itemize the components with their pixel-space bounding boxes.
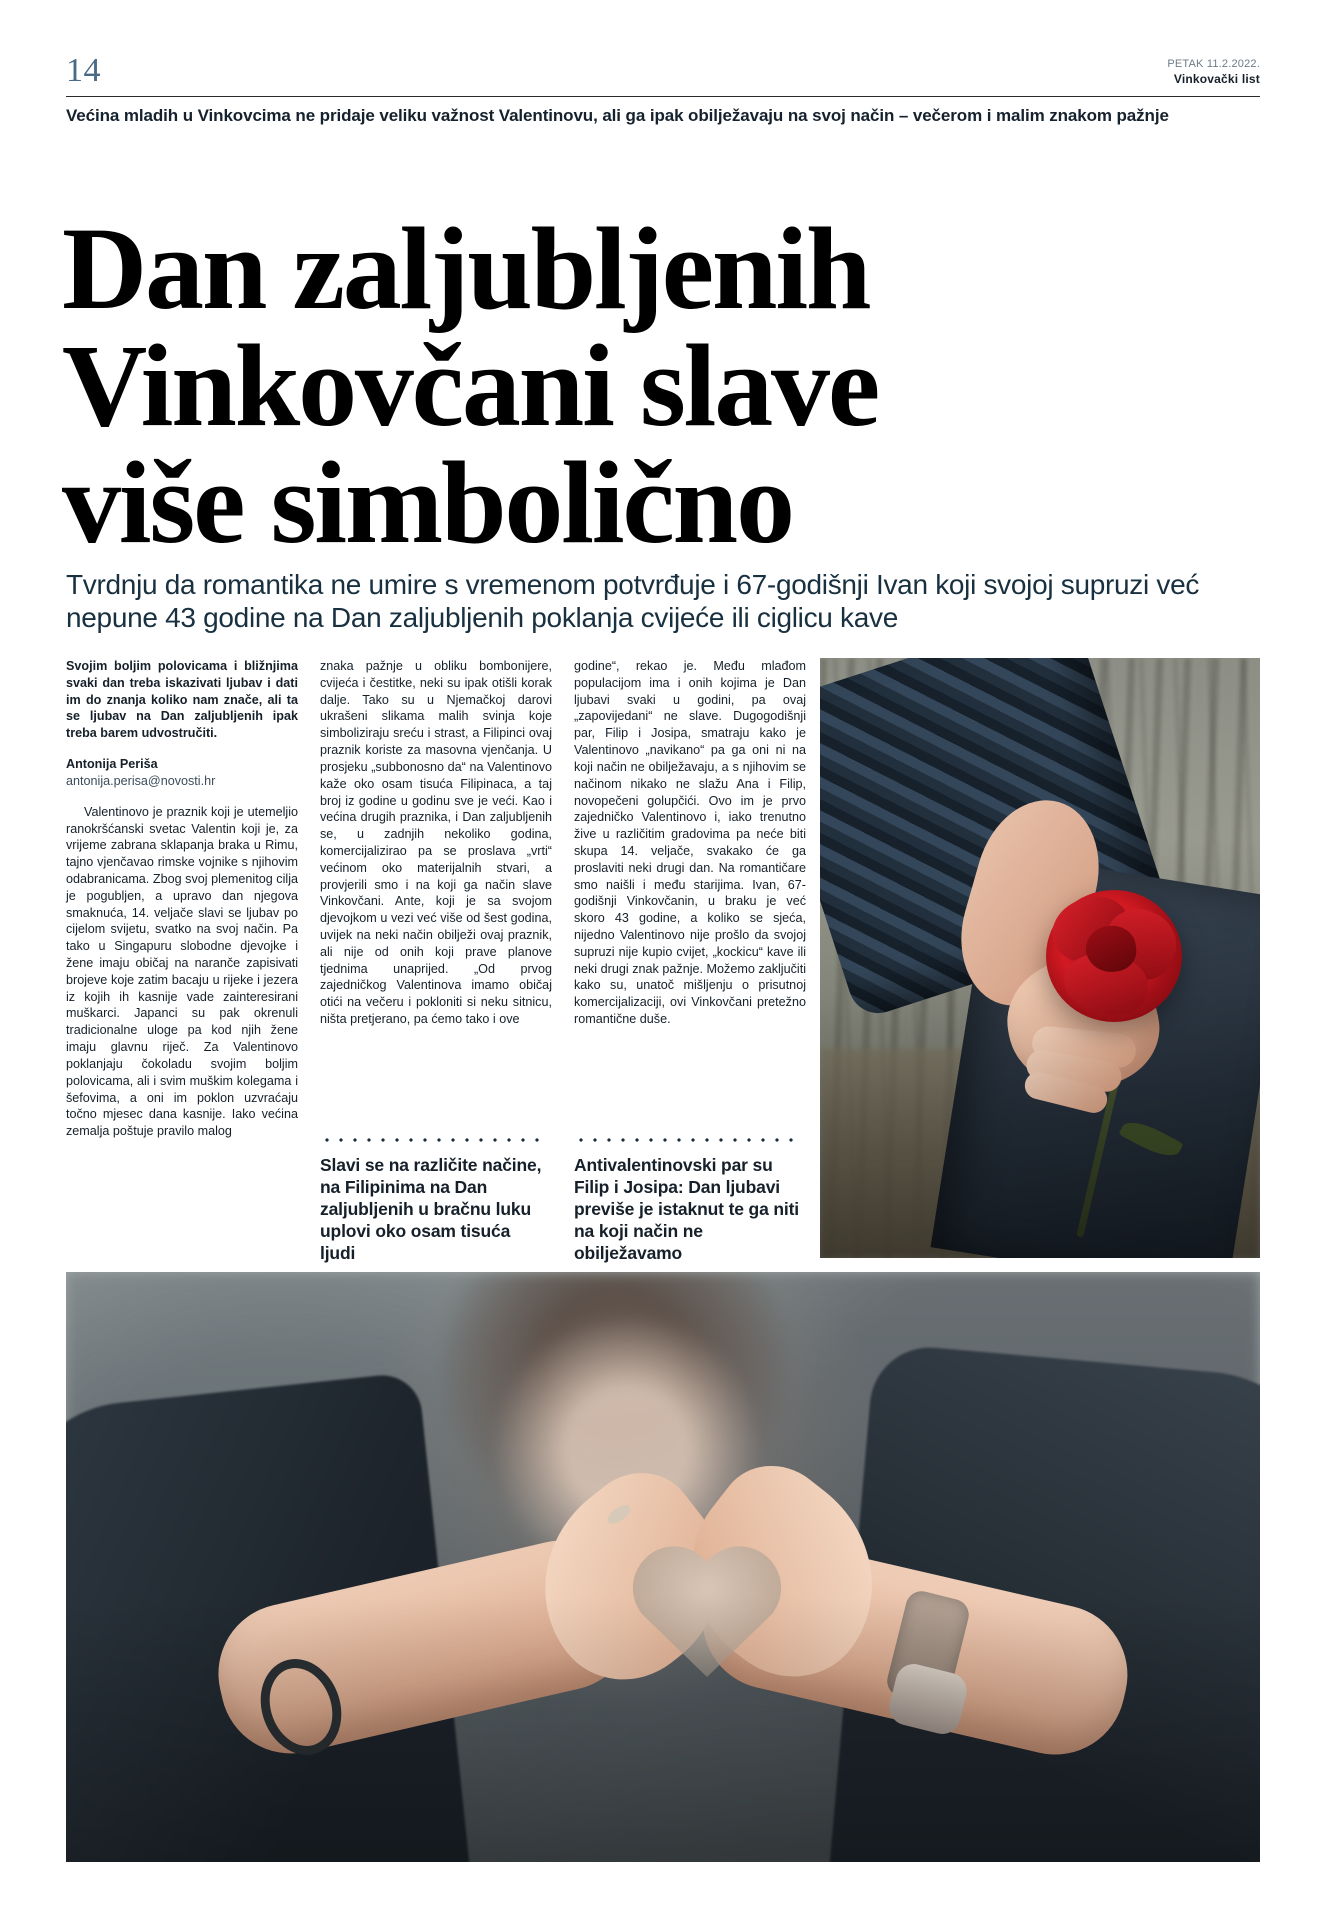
header-divider — [66, 96, 1260, 97]
column-3 — [574, 658, 806, 1028]
photo-hands-heart — [66, 1272, 1260, 1862]
pullquote-left: Slavi se na različite načine, na Filipinima na Dan zaljubljenih u bračnu luku uplovi oko osam tisuća ljudi — [320, 1155, 542, 1264]
page-title — [62, 203, 1262, 568]
lead-paragraph: Svojim boljim polovicama i bližnjima svaki dan treba iskazivati ljubav i dati im do znanja koliko nam znače, ali ta se ljubav na Dan zaljubljenih ipak treba barem udvostručiti. — [66, 659, 298, 741]
headline-line-2: Vinkovčani slave — [62, 319, 879, 451]
masthead — [66, 52, 1260, 92]
byline-author: Antonija Periša — [66, 757, 158, 772]
pullquote-divider — [320, 1138, 548, 1142]
body-paragraph: godine“, rekao je. Među mlađom populacijom ima i onih kojima je Dan ljubavi svaki u godini, pa ovaj „zapovijedani“ ne slave. Dugogodišnji par, Filip i Josipa, smatraju kako je Valentinovo „navikano“ pa ga oni ni na koji način ne obilježavaju, a s njihovim se načinom nikako ne slažu Ana i Filip, novopečeni golupčići. Ovo im je prvo zajedničko Valentinovo i, iako trenutno žive u različitim gradovima pa neće biti skupa 14. veljače, svakako će ga proslaviti neki drugi dan. Na romantičare smo naišli i među starijima. Ivan, 67-godišnji Vinkovčanin, u braku je već skoro 43 godine, a koliko se sjeća, nijedno Valentinovo nije prošlo da svojoj supruzi nije kupio cvijet, „kockicu“ kave ili neki drugi znak pažnje. Možemo zaključiti kako su, unatoč mišljenju o prisutnoj komercijalizaciji, ovi Vinkovčani pretežno romantične duše. — [574, 659, 806, 1027]
body-paragraph: znaka pažnje u obliku bombonijere, cvijeća i čestitke, neki su ipak otišli korak dalje. Tako su u Njemačkoj darovi ukrašeni slikama malih svinja koje simboliziraju sreću i strast, a Filipinci ovaj praznik koriste za masovna vjenčanja. U prosjeku „subbonosno da“ na Valentinovo kaže oko osam tisuća Filipinaca, a taj broj iz godine u godinu sve je veći. Kao i većina drugih praznika, i Dan zaljubljenih se, u zadnjih nekoliko godina, komercijalizirao pa se proslava „vrti“ većinom oko materijalnih stvari, a provjerili smo i na koji ga način slave Vinkovčani. Ante, koji je sa svojom djevojkom u vezi već više od šest godina, uvijek na neki način obilježi ovaj praznik, ali nije od onih koji prave planove tjednima unaprijed. „Od prvog zajedničkog Valentinova imamo običaj otići na večeru i pokloniti si neku sitnicu, ništa pretjerano, pa ćemo tako i ove — [320, 659, 552, 1027]
pullquote-right: Antivalentinovski par su Filip i Josipa: Dan ljubavi previše je istaknut te ga niti na koji način ne obilježavamo — [574, 1155, 800, 1264]
headline-line-3: više simbolično — [62, 436, 793, 568]
headline-line-1: Dan zaljubljenih — [62, 203, 870, 335]
byline-email[interactable]: antonija.perisa@novosti.hr — [66, 773, 216, 788]
column-2 — [320, 658, 552, 1028]
kicker: Većina mladih u Vinkovcima ne pridaje veliku važnost Valentinovu, ali ga ipak obilježavaju na svoj način – večerom i malim znakom pažnje — [66, 106, 1169, 125]
subheadline: Tvrdnju da romantika ne umire s vremenom potvrđuje i 67-godišnji Ivan koji svojoj supruzi već nepune 43 godine na Dan zaljubljenih poklanja cvijeće ili ciglicu kave — [66, 569, 1200, 634]
body-paragraph: Valentinovo je praznik koji je utemeljio ranokršćanski svetac Valentin koji je, za vrijeme zabrana sklapanja braka u Rimu, tajno vjenčavao rimske vojnike s njihovim odabranicama. Zbog svoj plemenitog cilja je pogubljen, a upravo dan njegova smaknuća, 14. veljače slavi se ljubav po cijelom svijetu, svatko na svoj način. Pa tako u Singapuru slobodne djevojke i žene imaju običaj na naranče zapisivati brojeve koje zatim bacaju u rijeke i jezera iz kojih ih kasnije vade zainteresirani muškarci. Japanci su pak okrenuli tradicionalne uloge pa kod njih žene imaju glavnu riječ. Za Valentinovo poklanjaju čokoladu svojim boljim polovicama, ali i svim muškim kolegama i šefovima, a oni im poklon uzvraćaju točno mjesec dana kasnije. Iako većina zemalja poštuje pravilo malog — [66, 804, 298, 1139]
masthead-meta — [1167, 58, 1260, 87]
issue-date: PETAK 11.2.2022. — [1167, 58, 1260, 70]
pullquote-divider — [574, 1138, 802, 1142]
publication-name: Vinkovački list — [1173, 71, 1260, 86]
column-1 — [66, 658, 298, 1140]
page-number: 14 — [66, 52, 101, 89]
photo-rose — [820, 658, 1260, 1258]
